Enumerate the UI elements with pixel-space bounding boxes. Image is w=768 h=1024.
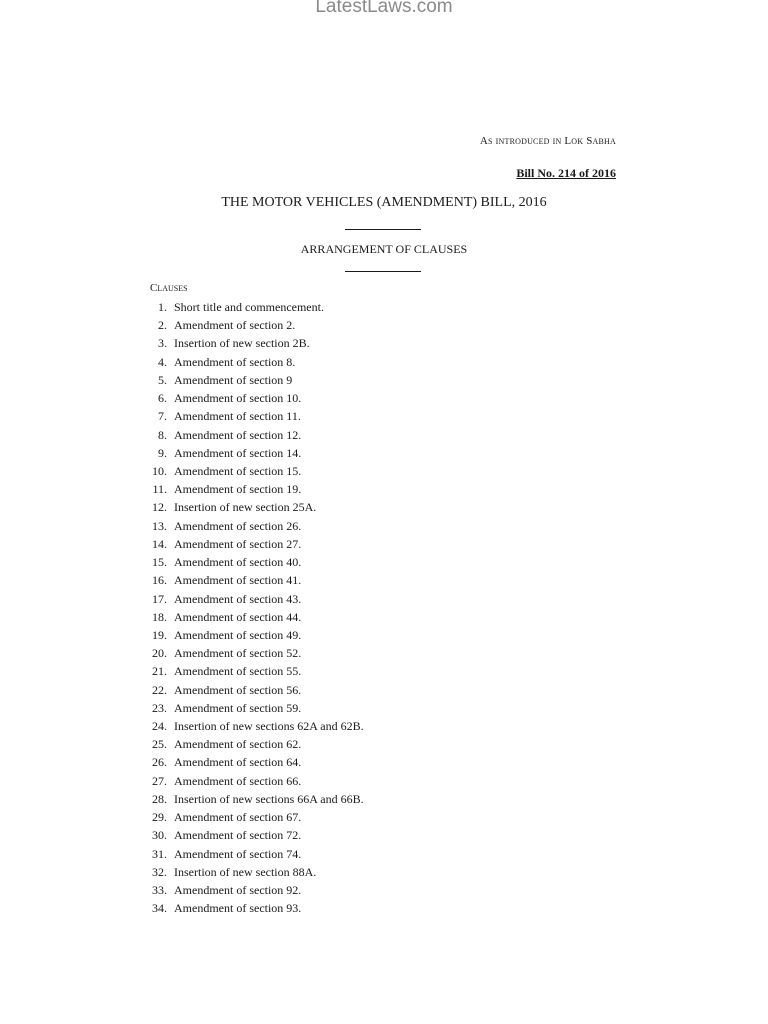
clause-item (140, 535, 364, 553)
clause-number: 23. (152, 700, 167, 715)
clause-item (140, 681, 364, 699)
clause-item (140, 863, 364, 881)
clause-title: Amendment of section 14. (174, 445, 302, 460)
clause-title: Amendment of section 66. (174, 773, 302, 788)
clause-title: Amendment of section 8. (174, 354, 296, 369)
clause-title: Insertion of new section 88A. (174, 864, 317, 879)
clause-item (140, 553, 364, 571)
clause-item (140, 353, 364, 371)
clause-item (140, 498, 364, 516)
clause-number: 4. (158, 354, 167, 369)
clause-number: 29. (152, 810, 167, 825)
clause-title: Amendment of section 93. (174, 901, 302, 916)
clause-item (140, 699, 364, 717)
clause-item (140, 571, 364, 589)
clause-item (140, 644, 364, 662)
clause-title: Amendment of section 19. (174, 482, 302, 497)
clause-title: Amendment of section 41. (174, 573, 302, 588)
clause-item (140, 608, 364, 626)
clause-number: 30. (152, 828, 167, 843)
arrangement-heading: ARRANGEMENT OF CLAUSES (300, 242, 468, 256)
clauses-column-heading: Clauses (150, 282, 188, 294)
clause-number: 19. (152, 627, 167, 642)
watermark-text: LatestLaws.com (315, 0, 453, 17)
clause-number: 3. (158, 336, 167, 351)
clause-number: 25. (152, 737, 167, 752)
clause-title: Amendment of section 56. (174, 682, 302, 697)
clause-title: Amendment of section 52. (174, 646, 302, 661)
clause-number: 11. (152, 482, 167, 497)
clause-item (140, 480, 364, 498)
clause-number: 10. (152, 463, 167, 478)
clause-title: Insertion of new section 25A. (174, 500, 317, 515)
clause-number: 22. (152, 682, 167, 697)
clause-item (140, 753, 364, 771)
clause-number: 26. (152, 755, 167, 770)
clause-number: 12. (152, 500, 167, 515)
clause-item (140, 626, 364, 644)
clause-title: Insertion of new section 2B. (174, 336, 310, 351)
clause-title: Amendment of section 10. (174, 391, 302, 406)
clause-item (140, 899, 364, 917)
clause-number: 27. (152, 773, 167, 788)
clause-title: Amendment of section 12. (174, 427, 302, 442)
clause-title: Amendment of section 55. (174, 664, 302, 679)
clause-item (140, 717, 364, 735)
clause-title: Amendment of section 74. (174, 846, 302, 861)
clause-number: 18. (152, 609, 167, 624)
bill-title: THE MOTOR VEHICLES (AMENDMENT) BILL, 2016 (221, 195, 547, 210)
clause-title: Short title and commencement. (174, 300, 324, 314)
clause-number: 2. (158, 318, 167, 333)
clause-number: 34. (152, 901, 167, 916)
clause-number: 17. (152, 591, 167, 606)
clause-title: Amendment of section 43. (174, 591, 302, 606)
clause-title: Amendment of section 15. (174, 463, 302, 478)
clause-number: 31. (152, 846, 167, 861)
clause-title: Amendment of section 44. (174, 609, 302, 624)
clause-title: Amendment of section 9 (174, 372, 293, 387)
clause-item (140, 316, 364, 334)
arrangement-divider (345, 271, 421, 272)
clause-title: Amendment of section 2. (174, 318, 296, 333)
clause-title: Amendment of section 64. (174, 755, 302, 770)
clause-title: Amendment of section 62. (174, 737, 302, 752)
clause-item (140, 790, 364, 808)
clause-title: Amendment of section 59. (174, 700, 302, 715)
clause-number: 9. (158, 445, 167, 460)
clause-title: Amendment of section 92. (174, 883, 302, 897)
clause-item (140, 407, 364, 425)
clause-item (140, 371, 364, 389)
clause-item (140, 735, 364, 753)
clause-item (140, 662, 364, 680)
clause-number: 5. (158, 372, 167, 387)
clause-item (140, 881, 364, 899)
clause-title: Amendment of section 72. (174, 828, 302, 843)
clause-number: 8. (158, 427, 167, 442)
clause-number: 28. (152, 791, 167, 806)
clause-item (140, 462, 364, 480)
clause-title: Amendment of section 26. (174, 518, 302, 533)
clause-title: Amendment of section 11. (174, 409, 301, 424)
clause-title: Insertion of new sections 62A and 62B. (174, 719, 364, 734)
clause-list (140, 298, 364, 917)
clause-item (140, 298, 364, 316)
clause-number: 33. (152, 883, 167, 897)
clause-number: 13. (152, 518, 167, 533)
clause-number: 14. (152, 536, 167, 551)
clause-item (140, 444, 364, 462)
bill-number: Bill No. 214 of 2016 (516, 166, 616, 180)
clause-number: 32. (152, 864, 167, 879)
clause-number: 24. (152, 719, 167, 734)
clause-item (140, 826, 364, 844)
title-divider (345, 229, 421, 230)
introduced-in-label: As introduced in Lok Sabha (479, 135, 616, 147)
clause-title: Amendment of section 49. (174, 627, 302, 642)
clause-number: 16. (152, 573, 167, 588)
clause-title: Amendment of section 40. (174, 555, 302, 570)
clause-number: 1. (158, 300, 167, 314)
clause-title: Insertion of new sections 66A and 66B. (174, 791, 364, 806)
clause-item (140, 845, 364, 863)
clause-item (140, 334, 364, 352)
clause-item (140, 590, 364, 608)
clause-item (140, 808, 364, 826)
clause-title: Amendment of section 27. (174, 536, 302, 551)
clause-item (140, 389, 364, 407)
clause-number: 20. (152, 646, 167, 661)
clause-item (140, 772, 364, 790)
clause-title: Amendment of section 67. (174, 810, 302, 825)
clause-item (140, 426, 364, 444)
clause-number: 7. (158, 409, 167, 424)
clause-item (140, 517, 364, 535)
clause-number: 21. (152, 664, 167, 679)
clause-number: 15. (152, 555, 167, 570)
clause-number: 6. (158, 391, 167, 406)
